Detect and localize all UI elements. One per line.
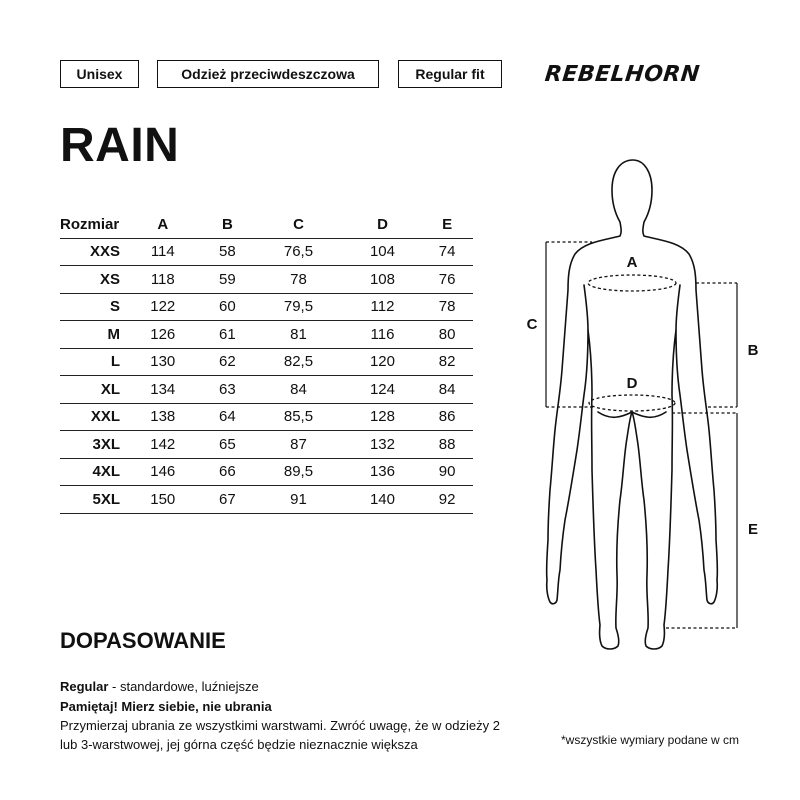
table-row (60, 321, 473, 349)
measurement-cell: 114 (124, 238, 202, 266)
size-label-cell: XL (60, 376, 124, 404)
size-label-cell: XXS (60, 238, 124, 266)
measurement-b-arm (696, 283, 737, 407)
table-row (60, 403, 473, 431)
size-label-cell: XXL (60, 403, 124, 431)
measurement-cell: 60 (202, 293, 254, 321)
table-row (60, 293, 473, 321)
measurement-cell: 116 (344, 321, 422, 349)
measurement-cell: 120 (344, 348, 422, 376)
advice-line-2: lub 3-warstwowej, jej górna część będzie nieznacznie większa (60, 737, 418, 752)
measurement-cell: 88 (421, 431, 473, 459)
measurement-cell: 108 (344, 266, 422, 294)
measurement-cell: 84 (421, 376, 473, 404)
header-size: Rozmiar (60, 211, 124, 238)
measurement-cell: 84 (253, 376, 343, 404)
measurement-cell: 136 (344, 458, 422, 486)
units-footnote: *wszystkie wymiary podane w cm (561, 733, 740, 747)
measurement-cell: 78 (421, 293, 473, 321)
measurement-cell: 92 (421, 486, 473, 514)
size-label-cell: S (60, 293, 124, 321)
measurement-cell: 146 (124, 458, 202, 486)
measurement-cell: 58 (202, 238, 254, 266)
remember-text: Pamiętaj! Mierz siebie, nie ubrania (60, 699, 272, 714)
measurement-cell: 78 (253, 266, 343, 294)
table-row (60, 266, 473, 294)
measurement-cell: 130 (124, 348, 202, 376)
measurement-cell: 142 (124, 431, 202, 459)
measurement-cell: 138 (124, 403, 202, 431)
measurement-cell: 76,5 (253, 238, 343, 266)
label-a: A (626, 254, 638, 271)
size-label-cell: 4XL (60, 458, 124, 486)
measurement-cell: 134 (124, 376, 202, 404)
header-d: D (344, 211, 422, 238)
regular-description: - standardowe, luźniejsze (108, 679, 259, 694)
measurement-a-chest (588, 275, 676, 291)
measurement-e-inseam (666, 413, 737, 628)
measurement-cell: 126 (124, 321, 202, 349)
table-row (60, 238, 473, 266)
measurement-cell: 80 (421, 321, 473, 349)
measurement-cell: 91 (253, 486, 343, 514)
body-measurement-figure (515, 150, 765, 660)
label-e: E (747, 521, 759, 538)
fit-heading: DOPASOWANIE (60, 628, 226, 653)
size-label-cell: M (60, 321, 124, 349)
tag-regular-fit: Regular fit (398, 60, 502, 88)
tag-rainwear: Odzież przeciwdeszczowa (157, 60, 379, 88)
measurement-cell: 150 (124, 486, 202, 514)
measurement-cell: 118 (124, 266, 202, 294)
measurement-cell: 66 (202, 458, 254, 486)
measurement-cell: 81 (253, 321, 343, 349)
tag-unisex: Unisex (60, 60, 139, 88)
measurement-cell: 122 (124, 293, 202, 321)
measurement-cell: 140 (344, 486, 422, 514)
size-table (60, 211, 473, 514)
header-c: C (253, 211, 343, 238)
measurement-d-hips (589, 395, 675, 411)
measurement-cell: 82,5 (253, 348, 343, 376)
measurement-cell: 87 (253, 431, 343, 459)
label-d: D (626, 375, 638, 392)
measure-note (60, 697, 500, 754)
table-row (60, 348, 473, 376)
measurement-cell: 63 (202, 376, 254, 404)
measurement-cell: 132 (344, 431, 422, 459)
measurement-cell: 104 (344, 238, 422, 266)
measurement-cell: 82 (421, 348, 473, 376)
size-label-cell: XS (60, 266, 124, 294)
measurement-cell: 59 (202, 266, 254, 294)
measurement-cell: 112 (344, 293, 422, 321)
measurement-cell: 86 (421, 403, 473, 431)
measurement-cell: 62 (202, 348, 254, 376)
table-row (60, 431, 473, 459)
measurement-cell: 61 (202, 321, 254, 349)
label-b: B (747, 342, 759, 359)
body-outline (547, 160, 718, 649)
measurement-cell: 90 (421, 458, 473, 486)
regular-term: Regular (60, 679, 109, 694)
measurement-cell: 89,5 (253, 458, 343, 486)
regular-fit-note (60, 677, 259, 696)
table-row (60, 486, 473, 514)
brand-logo: REBELHORN (543, 61, 702, 87)
size-label-cell: 5XL (60, 486, 124, 514)
measurement-cell: 124 (344, 376, 422, 404)
header-a: A (124, 211, 202, 238)
measurement-cell: 67 (202, 486, 254, 514)
header-b: B (202, 211, 254, 238)
measurement-cell: 74 (421, 238, 473, 266)
label-c: C (526, 316, 538, 333)
measurement-cell: 85,5 (253, 403, 343, 431)
table-row (60, 458, 473, 486)
advice-line-1: Przymierzaj ubrania ze wszystkimi warstwami. Zwróć uwagę, że w odzieży 2 (60, 718, 500, 733)
table-row (60, 376, 473, 404)
measurement-cell: 79,5 (253, 293, 343, 321)
measurement-cell: 64 (202, 403, 254, 431)
measurement-cell: 128 (344, 403, 422, 431)
header-e: E (421, 211, 473, 238)
size-table-body (60, 238, 473, 513)
table-header-row (60, 211, 473, 238)
size-label-cell: 3XL (60, 431, 124, 459)
measurement-cell: 65 (202, 431, 254, 459)
size-label-cell: L (60, 348, 124, 376)
measurement-cell: 76 (421, 266, 473, 294)
page-title: RAIN (60, 119, 180, 172)
